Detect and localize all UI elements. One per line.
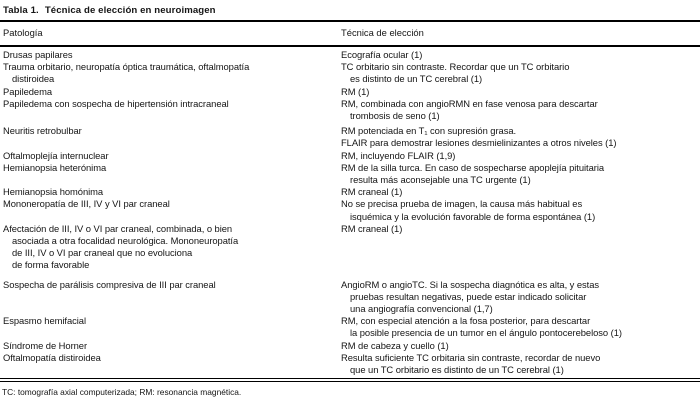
table-row	[0, 125, 700, 149]
technique-cell	[341, 198, 700, 222]
technique-cell	[341, 186, 700, 198]
technique-cell	[341, 150, 700, 162]
text-line: asociada a otra focalidad neurológica. Mononeuropatía	[12, 235, 239, 247]
text-line: RM, con especial atención a la fosa posterior, para descartar	[341, 315, 591, 327]
pathology-cell	[0, 162, 341, 186]
pathology-cell	[0, 150, 341, 162]
text-line: RM craneal (1)	[341, 222, 403, 234]
text-line: RM craneal (1)	[341, 186, 403, 198]
pathology-cell	[0, 340, 341, 352]
pathology-cell	[0, 125, 341, 149]
pathology-cell	[0, 352, 341, 376]
text-line: Resulta suficiente TC orbitaria sin contraste, recordar de nuevo	[341, 351, 601, 363]
text-line: RM de la silla turca. En caso de sospecharse apoplejía pituitaria	[341, 161, 605, 173]
technique-cell	[341, 340, 700, 352]
text-line: AngioRM o angioTC. Si la sospecha diagnótica es alta, y estas	[341, 278, 600, 290]
text-line: Papiledema	[3, 85, 53, 97]
text-line: Mononeropatía de III, IV y VI par craneal	[3, 198, 170, 210]
table-row	[0, 223, 700, 272]
table-row	[0, 186, 700, 198]
table-figure	[0, 5, 700, 407]
text-line: una angiografía convencional (1,7)	[350, 303, 493, 315]
pathology-cell	[0, 186, 341, 198]
table-row	[0, 198, 700, 222]
text-line: Trauma orbitario, neuropatía óptica traumática, oftalmopatía	[3, 61, 250, 73]
text-line: distiroidea	[12, 73, 55, 85]
technique-cell	[341, 86, 700, 98]
text-line: RM, incluyendo FLAIR (1,9)	[341, 149, 456, 161]
text-line: la posible presencia de un tumor en el ángulo pontocerebeloso (1)	[350, 327, 622, 339]
table-number: Tabla 1.	[3, 5, 39, 16]
text-line: FLAIR para demostrar lesiones desmielinizantes a otros niveles (1)	[341, 137, 617, 149]
text-line: No se precisa prueba de imagen, la causa más habitual es	[341, 198, 583, 210]
technique-cell	[341, 315, 700, 339]
technique-cell	[341, 98, 700, 122]
pathology-cell	[0, 86, 341, 98]
table-row	[0, 98, 700, 122]
text-line: Afectación de III, IV o VI par craneal, combinada, o bien	[3, 222, 233, 234]
text-line: Síndrome de Horner	[3, 339, 88, 351]
text-line: resulta más aconsejable una TC urgente (1)	[350, 174, 531, 186]
text-line: Hemianopsia heterónima	[3, 161, 107, 173]
technique-cell	[341, 352, 700, 376]
table-title-text: Técnica de elección en neuroimagen	[44, 5, 216, 16]
text-line: es distinto de un TC cerebral (1)	[350, 73, 483, 85]
pathology-cell	[0, 279, 341, 316]
table-body	[0, 47, 700, 376]
pathology-cell	[0, 198, 341, 222]
table-row	[0, 61, 700, 85]
technique-cell	[341, 49, 700, 61]
column-header-technique: Técnica de elección	[341, 27, 424, 38]
pathology-cell	[0, 49, 341, 61]
table-row	[0, 279, 700, 316]
table-row	[0, 86, 700, 98]
text-line: Sospecha de parálisis compresiva de III par craneal	[3, 278, 216, 290]
technique-cell	[341, 162, 700, 186]
text-line: Oftalmoplejía internuclear	[3, 149, 109, 161]
text-line: trombosis de seno (1)	[350, 110, 440, 122]
text-line: Hemianopsia homónima	[3, 186, 104, 198]
text-line: RM de cabeza y cuello (1)	[341, 339, 449, 351]
table-title	[3, 5, 700, 16]
column-header-pathology: Patología	[3, 27, 43, 38]
table-row	[0, 150, 700, 162]
text-line: RM, combinada con angioRMN en fase venosa para descartar	[341, 97, 598, 109]
technique-cell	[341, 125, 700, 149]
table-row	[0, 340, 700, 352]
text-line: Neuritis retrobulbar	[3, 125, 82, 137]
text-line: RM potenciada en T₁ con supresión grasa.	[341, 125, 517, 137]
text-line: de III, IV o VI par craneal que no evoluciona	[12, 247, 193, 259]
text-line: Oftalmopatía distiroidea	[3, 351, 101, 363]
column-header-row	[0, 22, 700, 45]
text-line: TC orbitario sin contraste. Recordar que un TC orbitario	[341, 61, 570, 73]
text-line: pruebas resultan negativas, puede estar indicado solicitar	[350, 290, 587, 302]
table-footnote: TC: tomografía axial computerizada; RM: resonancia magnética.	[2, 387, 242, 398]
pathology-cell	[0, 223, 341, 272]
table-row	[0, 315, 700, 339]
pathology-cell	[0, 98, 341, 122]
table-row	[0, 49, 700, 61]
text-line: RM (1)	[341, 85, 370, 97]
text-line: Espasmo hemifacial	[3, 315, 86, 327]
table-row	[0, 352, 700, 376]
technique-cell	[341, 223, 700, 272]
text-line: Ecografía ocular (1)	[341, 49, 423, 60]
bottom-double-rule	[0, 378, 700, 382]
text-line: que un TC orbitario es distinto de un TC cerebral (1)	[350, 364, 564, 376]
text-line: de forma favorable	[12, 259, 90, 271]
pathology-cell	[0, 315, 341, 339]
text-line: isquémica y la evolución favorable de forma espontánea (1)	[350, 210, 596, 222]
text-line: Papiledema con sospecha de hipertensión intracraneal	[3, 97, 229, 109]
technique-cell	[341, 279, 700, 316]
technique-cell	[341, 61, 700, 85]
pathology-cell	[0, 61, 341, 85]
text-line: Drusas papilares	[3, 49, 73, 60]
table-row	[0, 162, 700, 186]
